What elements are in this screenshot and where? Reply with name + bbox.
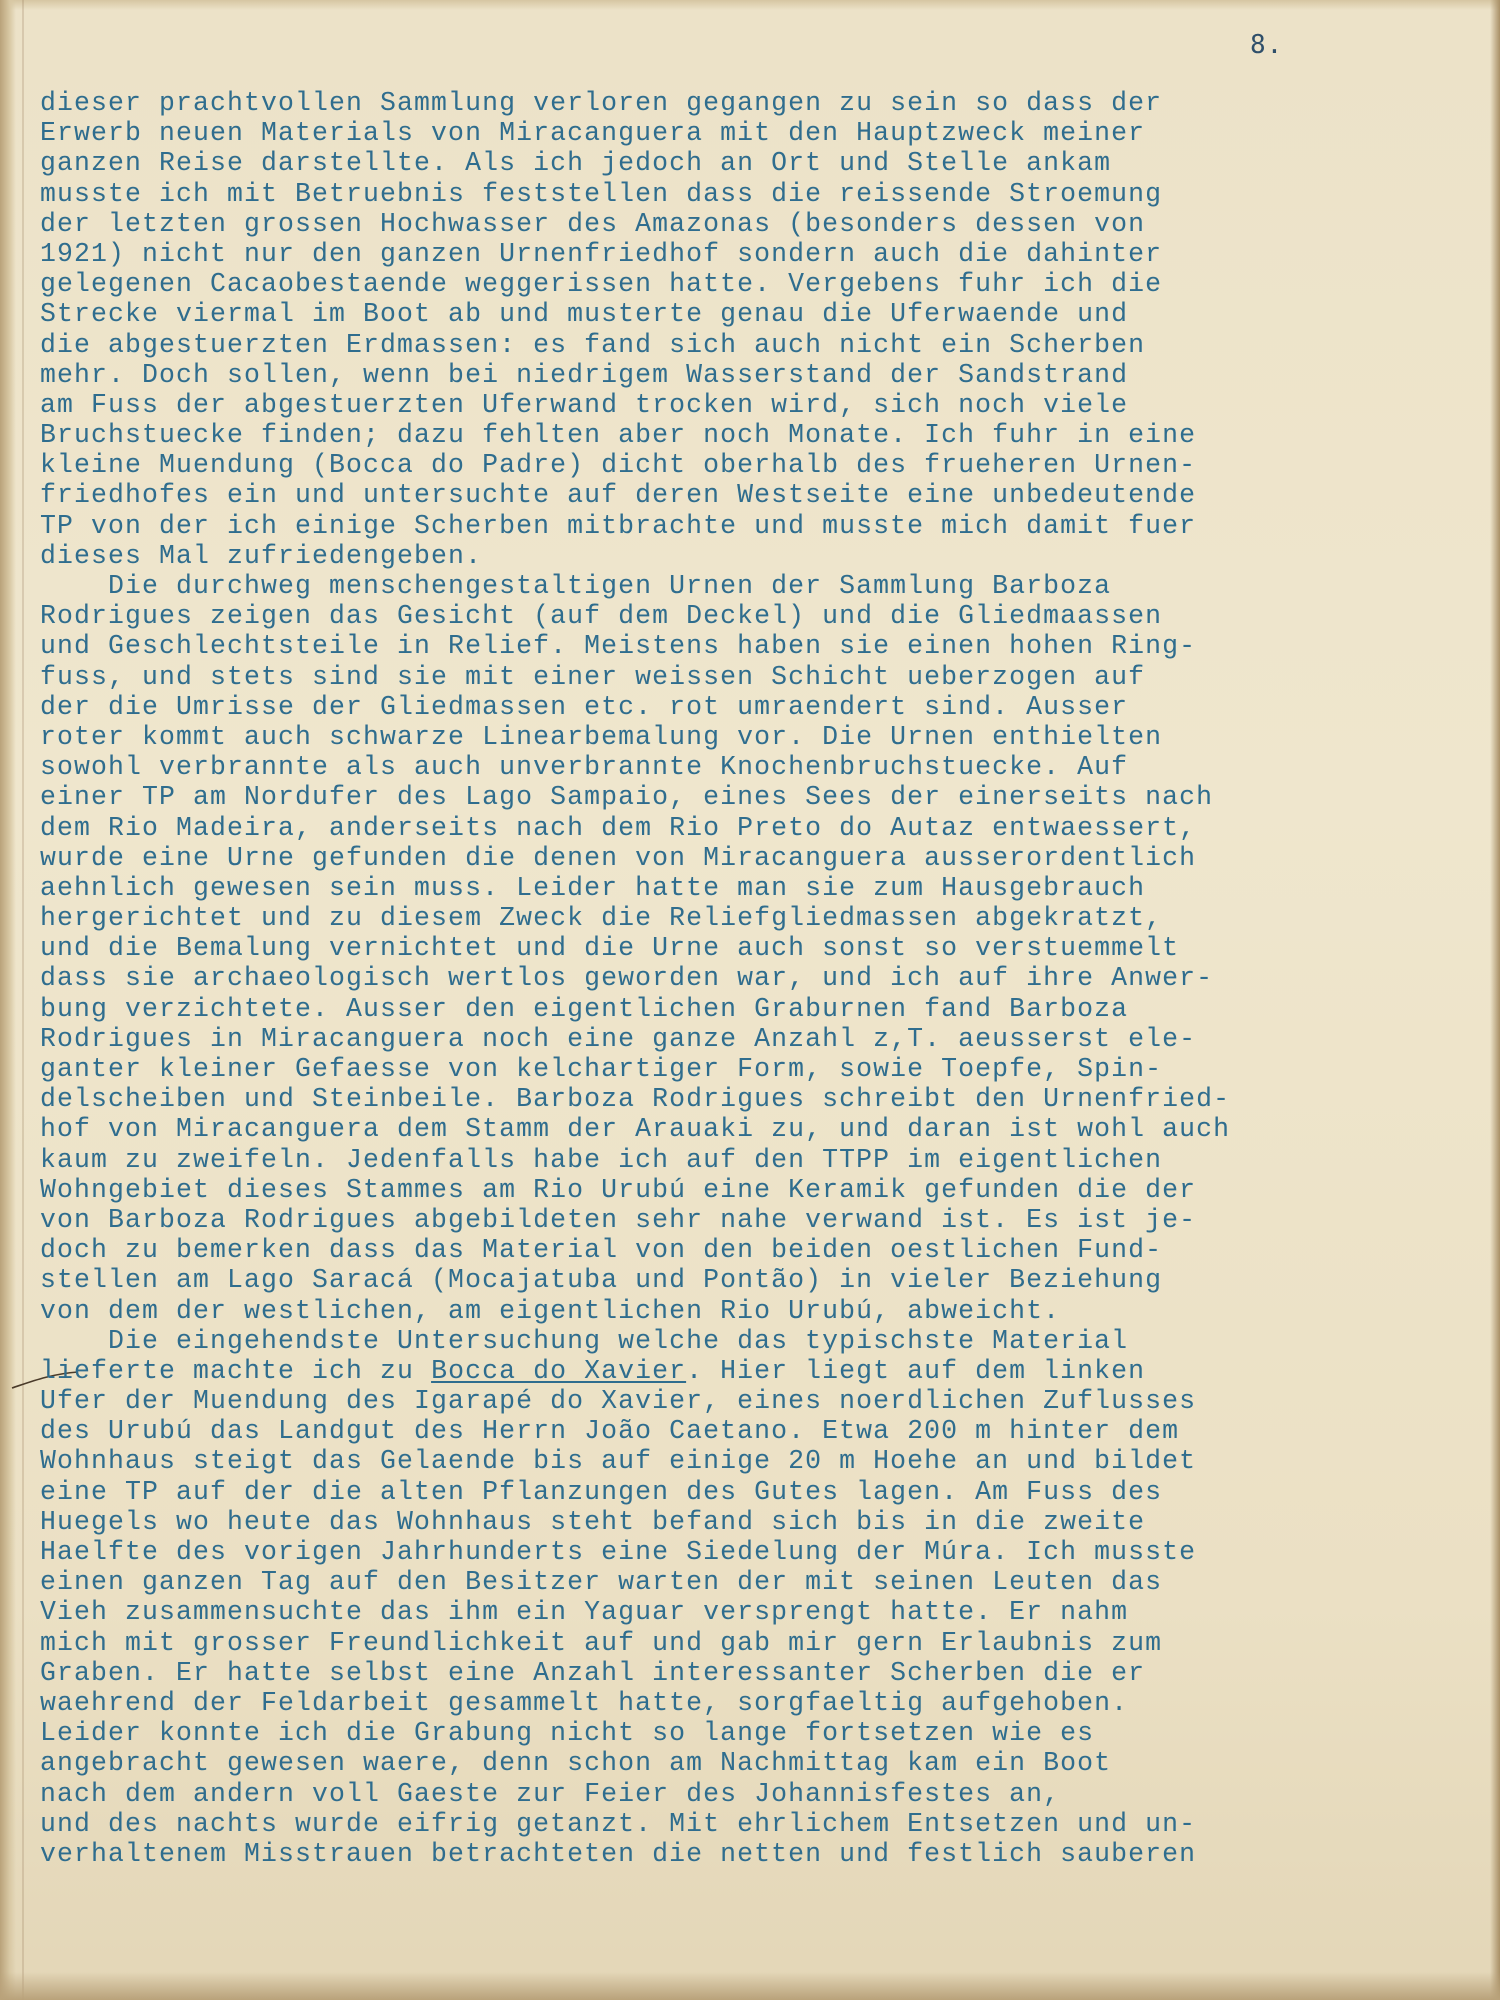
text-line: angebracht gewesen waere, denn schon am Nachmittag kam ein Boot bbox=[40, 1748, 1112, 1779]
paragraph bbox=[40, 1326, 1460, 1869]
text-line: dem Rio Madeira, anderseits nach dem Rio Preto do Autaz entwaessert, bbox=[40, 812, 1197, 843]
text-line: dieses Mal zufriedengeben. bbox=[40, 540, 483, 571]
text-line: und des nachts wurde eifrig getanzt. Mit ehrlichem Entsetzen und un- bbox=[40, 1808, 1197, 1839]
text-line: stellen am Lago Saracá (Mocajatuba und Pontão) in vieler Beziehung bbox=[40, 1265, 1163, 1296]
text-line: Wohnhaus steigt das Gelaende bis auf einige 20 m Hoehe an und bildet bbox=[40, 1446, 1197, 1477]
page-number: 8. bbox=[1250, 30, 1284, 60]
typewritten-text bbox=[40, 88, 1460, 1869]
text-line: wurde eine Urne gefunden die denen von Miracanguera ausserordentlich bbox=[40, 842, 1197, 873]
text-line: Rodrigues zeigen das Gesicht (auf dem Deckel) und die Gliedmaassen bbox=[40, 601, 1163, 632]
text-line: aehnlich gewesen sein muss. Leider hatte man sie zum Hausgebrauch bbox=[40, 872, 1146, 903]
text-line: nach dem andern voll Gaeste zur Feier des Johannisfestes an, bbox=[40, 1778, 1061, 1809]
text-line: doch zu bemerken dass das Material von den beiden oestlichen Fund- bbox=[40, 1235, 1163, 1266]
text-line: eine TP auf der die alten Pflanzungen des Gutes lagen. Am Fuss des bbox=[40, 1476, 1163, 1507]
text-line: von Barboza Rodrigues abgebildeten sehr nahe verwand ist. Es ist je- bbox=[40, 1204, 1197, 1235]
text-line: friedhofes ein und untersuchte auf deren Westseite eine unbedeutende bbox=[40, 480, 1197, 511]
text-line: lieferte machte ich zu Bocca do Xavier. Hier liegt auf dem linken bbox=[40, 1355, 1146, 1386]
text-line: mehr. Doch sollen, wenn bei niedrigem Wasserstand der Sandstrand bbox=[40, 359, 1129, 390]
text-line: Rodrigues in Miracanguera noch eine ganze Anzahl z,T. aeusserst ele- bbox=[40, 1023, 1197, 1054]
text-line: einen ganzen Tag auf den Besitzer warten der mit seinen Leuten das bbox=[40, 1567, 1163, 1598]
page-right-edge bbox=[1490, 0, 1500, 2000]
text-line: sowohl verbrannte als auch unverbrannte Knochenbruchstuecke. Auf bbox=[40, 752, 1129, 783]
text-line: dieser prachtvollen Sammlung verloren gegangen zu sein so dass der bbox=[40, 88, 1163, 118]
text-line: Die eingehendste Untersuchung welche das typischste Material bbox=[40, 1325, 1129, 1356]
text-line: TP von der ich einige Scherben mitbrachte und musste mich damit fuer bbox=[40, 510, 1197, 541]
text-line: der die Umrisse der Gliedmassen etc. rot umraendert sind. Ausser bbox=[40, 691, 1129, 722]
text-line: waehrend der Feldarbeit gesammelt hatte, sorgfaeltig aufgehoben. bbox=[40, 1687, 1129, 1718]
text-line: Ufer der Muendung des Igarapé do Xavier, eines noerdlichen Zuflusses bbox=[40, 1386, 1197, 1417]
text-line: Die durchweg menschengestaltigen Urnen der Sammlung Barboza bbox=[40, 571, 1112, 601]
binding-fold bbox=[22, 0, 24, 2000]
text-line: der letzten grossen Hochwasser des Amazonas (besonders dessen von bbox=[40, 208, 1146, 239]
text-line: kleine Muendung (Bocca do Padre) dicht oberhalb des frueheren Urnen- bbox=[40, 450, 1197, 481]
text-line: von dem der westlichen, am eigentlichen Rio Urubú, abweicht. bbox=[40, 1295, 1061, 1326]
text-line: Bruchstuecke finden; dazu fehlten aber noch Monate. Ich fuhr in eine bbox=[40, 420, 1197, 451]
text-line: hof von Miracanguera dem Stamm der Arauaki zu, und daran ist wohl auch bbox=[40, 1114, 1231, 1145]
text-line: die abgestuerzten Erdmassen: es fand sich auch nicht ein Scherben bbox=[40, 329, 1146, 360]
text-line: Leider konnte ich die Grabung nicht so lange fortsetzen wie es bbox=[40, 1718, 1095, 1749]
text-line: ganter kleiner Gefaesse von kelchartiger Form, sowie Toepfe, Spin- bbox=[40, 1054, 1163, 1084]
text-line: Wohngebiet dieses Stammes am Rio Urubú eine Keramik gefunden die der bbox=[40, 1174, 1197, 1205]
text-line: am Fuss der abgestuerzten Uferwand trocken wird, sich noch viele bbox=[40, 389, 1129, 420]
text-line: musste ich mit Betruebnis feststellen dass die reissende Stroemung bbox=[40, 178, 1163, 209]
text-line: delscheiben und Steinbeile. Barboza Rodrigues schreibt den Urnenfried- bbox=[40, 1084, 1231, 1115]
text-line: Graben. Er hatte selbst eine Anzahl interessanter Scherben die er bbox=[40, 1657, 1146, 1688]
text-line: roter kommt auch schwarze Linearbemalung vor. Die Urnen enthielten bbox=[40, 721, 1163, 752]
page-left-edge bbox=[0, 0, 16, 2000]
text-line: mich mit grosser Freundlichkeit auf und gab mir gern Erlaubnis zum bbox=[40, 1627, 1163, 1658]
paragraph bbox=[40, 571, 1460, 1326]
underlined-place-name: Bocca do Xavier bbox=[431, 1355, 687, 1386]
text-line: fuss, und stets sind sie mit einer weissen Schicht ueberzogen auf bbox=[40, 661, 1146, 692]
text-line: und Geschlechtsteile in Relief. Meistens haben sie einen hohen Ring- bbox=[40, 631, 1197, 662]
text-line: gelegenen Cacaobestaende weggerissen hatte. Vergebens fuhr ich die bbox=[40, 269, 1163, 300]
text-line: Huegels wo heute das Wohnhaus steht befand sich bis in die zweite bbox=[40, 1506, 1146, 1537]
text-line: kaum zu zweifeln. Jedenfalls habe ich auf den TTPP im eigentlichen bbox=[40, 1144, 1163, 1175]
text-line: hergerichtet und zu diesem Zweck die Reliefgliedmassen abgekratzt, bbox=[40, 903, 1163, 934]
text-line: 1921) nicht nur den ganzen Urnenfriedhof sondern auch die dahinter bbox=[40, 238, 1163, 269]
text-line: dass sie archaeologisch wertlos geworden war, und ich auf ihre Anwer- bbox=[40, 963, 1214, 994]
page-bottom-edge bbox=[0, 1972, 1500, 2000]
text-line: Haelfte des vorigen Jahrhunderts eine Siedelung der Múra. Ich musste bbox=[40, 1537, 1197, 1567]
paragraph bbox=[40, 88, 1460, 571]
text-line: einer TP am Nordufer des Lago Sampaio, eines Sees der einerseits nach bbox=[40, 782, 1214, 813]
text-line: und die Bemalung vernichtet und die Urne auch sonst so verstuemmelt bbox=[40, 933, 1180, 964]
text-line: ganzen Reise darstellte. Als ich jedoch an Ort und Stelle ankam bbox=[40, 148, 1112, 179]
text-line: Erwerb neuen Materials von Miracanguera mit den Hauptzweck meiner bbox=[40, 118, 1146, 149]
text-line: bung verzichtete. Ausser den eigentlichen Graburnen fand Barboza bbox=[40, 993, 1129, 1024]
text-line: Vieh zusammensuchte das ihm ein Yaguar versprengt hatte. Er nahm bbox=[40, 1597, 1129, 1628]
page-top-edge bbox=[0, 0, 1500, 10]
text-line: Strecke viermal im Boot ab und musterte genau die Uferwaende und bbox=[40, 299, 1129, 330]
text-line: des Urubú das Landgut des Herrn João Caetano. Etwa 200 m hinter dem bbox=[40, 1416, 1180, 1447]
text-line: verhaltenem Misstrauen betrachteten die netten und festlich sauberen bbox=[40, 1838, 1197, 1869]
